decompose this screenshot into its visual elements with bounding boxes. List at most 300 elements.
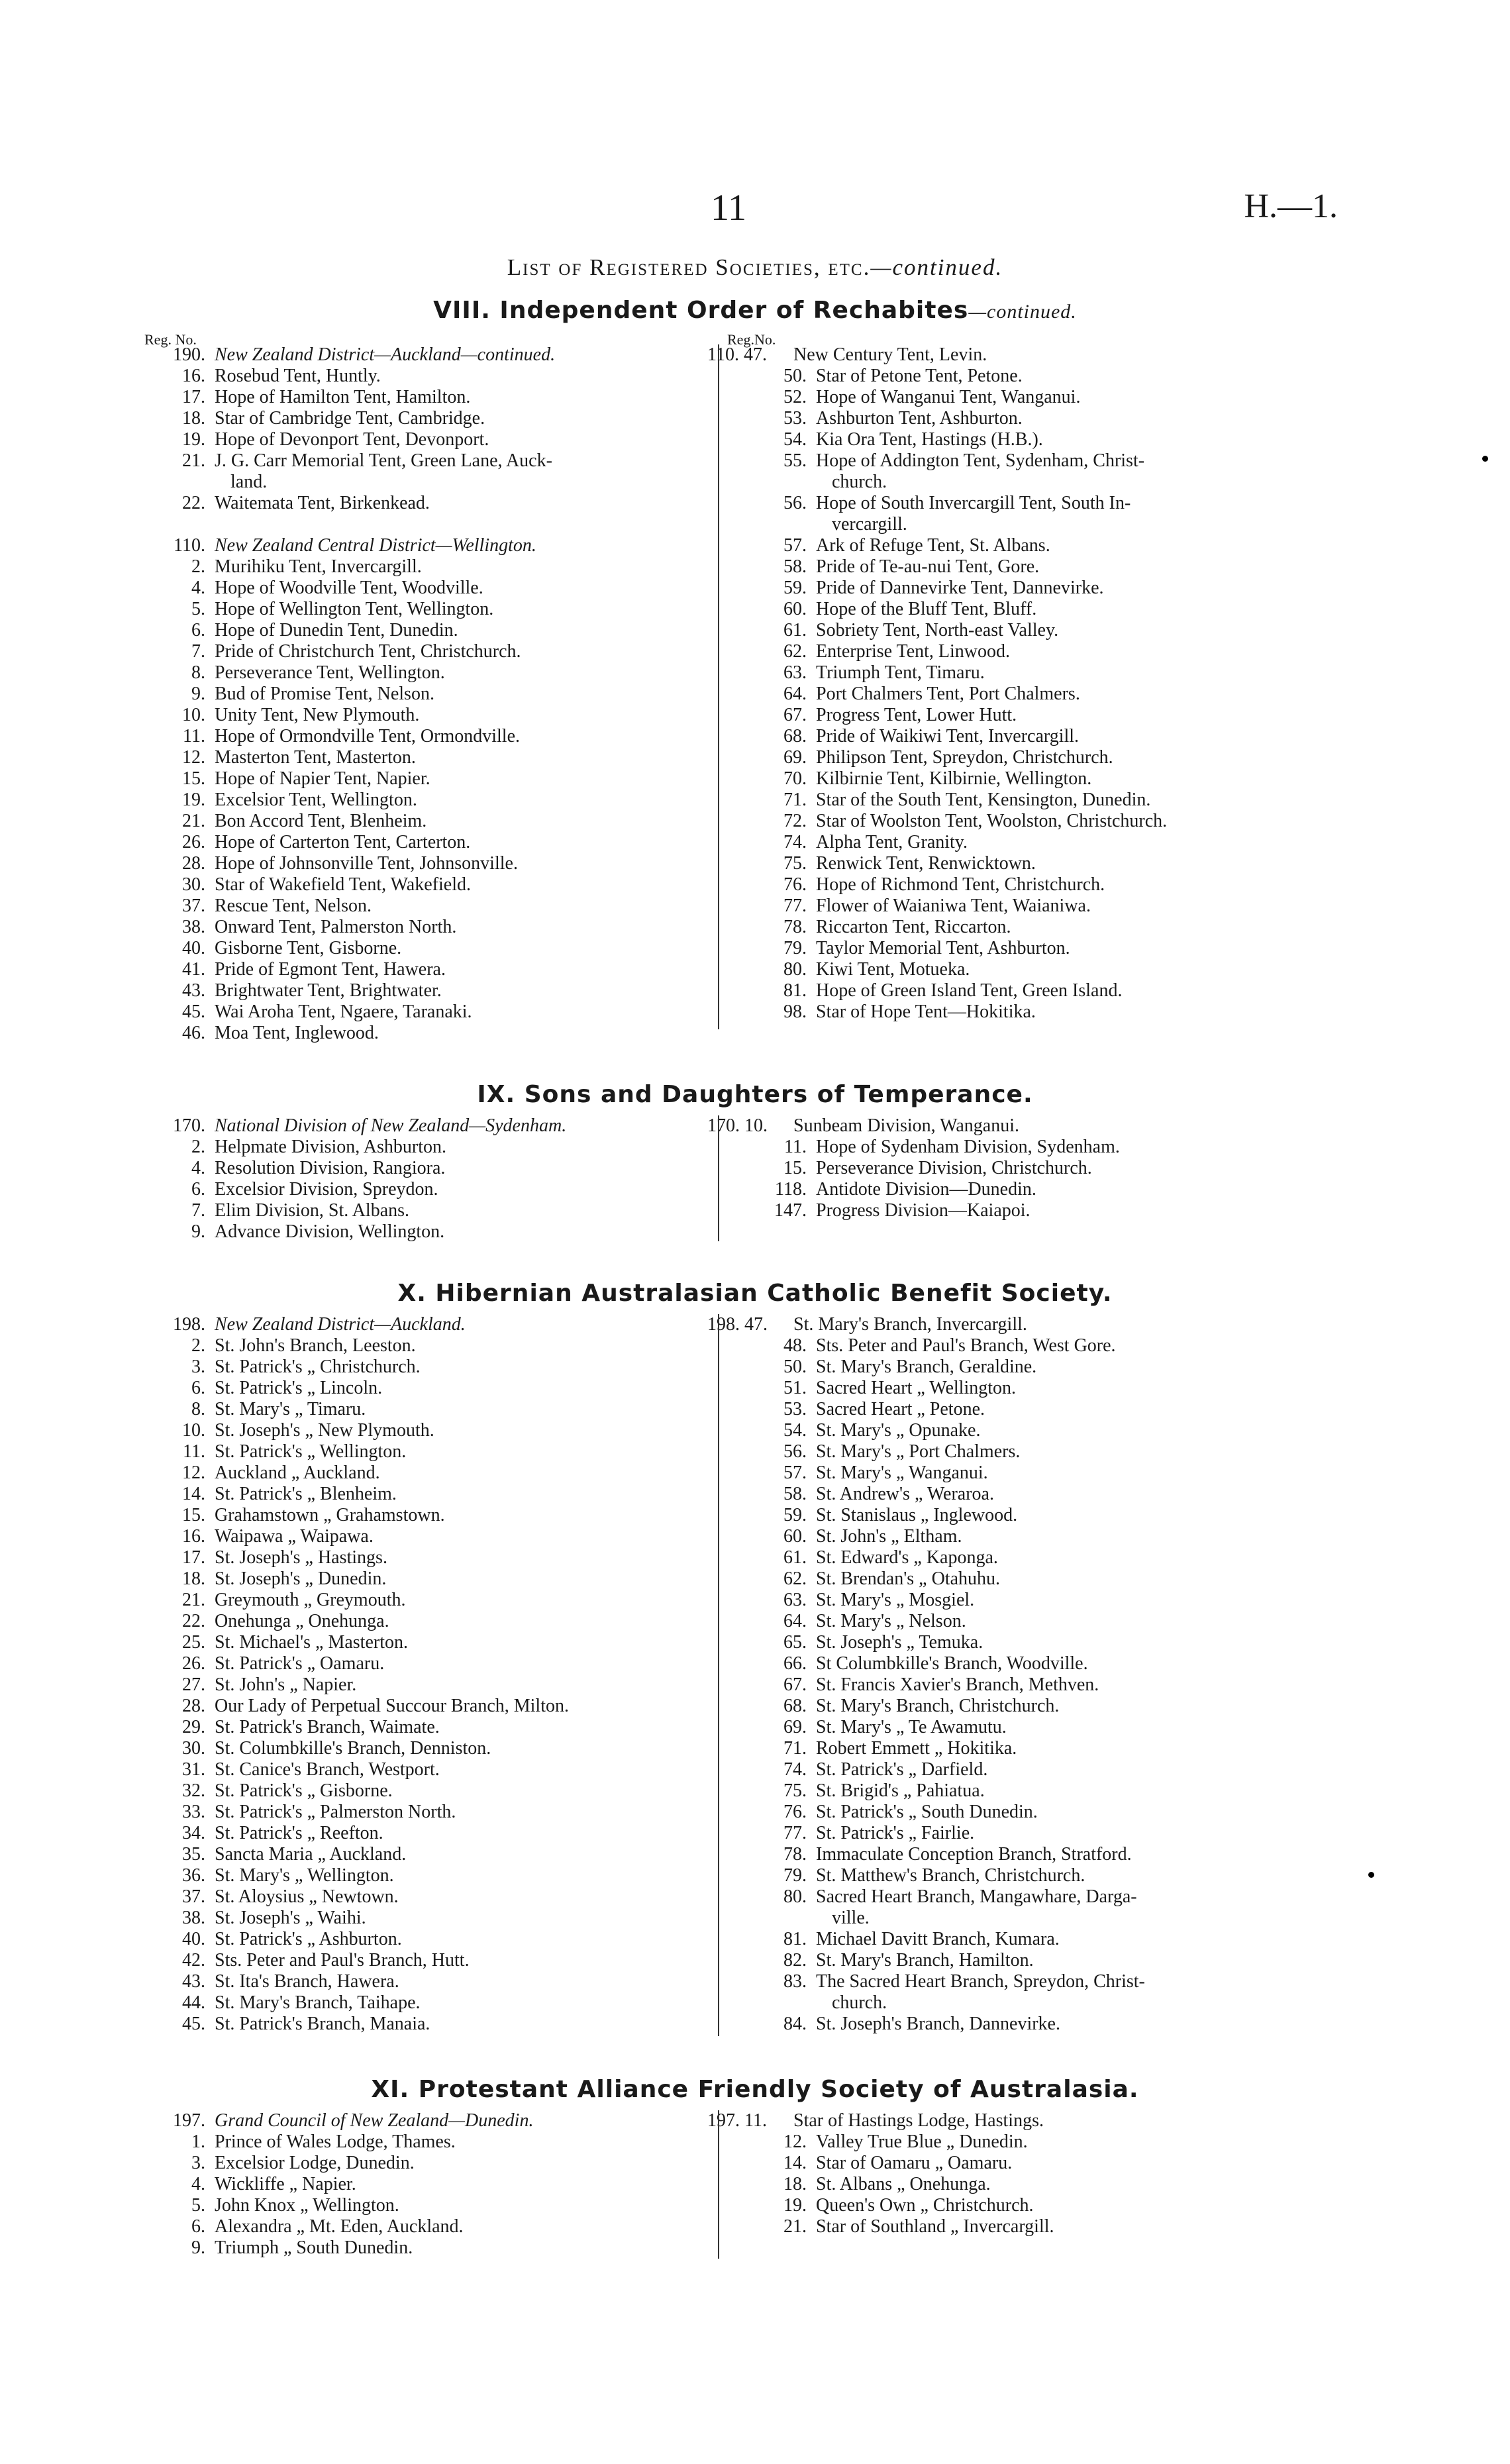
entry-text: St. Joseph's „ New Plymouth. — [215, 1420, 434, 1441]
entry-text: Perseverance Tent, Wellington. — [215, 662, 445, 683]
entry-text: St. John's Branch, Leeston. — [215, 1335, 416, 1356]
section-heading-xi: XI. Protestant Alliance Friendly Society of Australasia. — [371, 2076, 1139, 2103]
entry-text: Sts. Peter and Paul's Branch, Hutt. — [215, 1950, 470, 1971]
entry-text: Hope of Devonport Tent, Devonport. — [215, 429, 489, 450]
reg-number: 43. — [182, 1971, 205, 1992]
entry-text: Hope of Napier Tent, Napier. — [215, 768, 430, 789]
entry-text: Sancta Maria „ Auckland. — [215, 1844, 407, 1865]
reg-number: 48. — [783, 1335, 807, 1356]
entry-text: St. Stanislaus „ Inglewood. — [816, 1505, 1018, 1525]
entry-text: Hope of Wanganui Tent, Wanganui. — [816, 387, 1081, 407]
reg-number: 43. — [182, 980, 205, 1001]
reg-number: 81. — [783, 980, 807, 1001]
entry-text: St. Brendan's „ Otahuhu. — [816, 1568, 1001, 1589]
reg-number: 21. — [783, 2216, 807, 2237]
entry-text: Star of Oamaru „ Oamaru. — [816, 2153, 1013, 2173]
reg-number: 6. — [191, 1179, 205, 1200]
entry-text: church. — [832, 472, 887, 492]
reg-number: 40. — [182, 1929, 205, 1949]
entry-text: Hope of Woodville Tent, Woodville. — [215, 578, 483, 598]
reg-number: 19. — [182, 429, 205, 450]
reg-number: 3. — [191, 2153, 205, 2173]
list-title — [0, 254, 1510, 281]
entry-text: Sacred Heart „ Wellington. — [816, 1378, 1017, 1398]
entry-text: St. Mary's Branch, Geraldine. — [816, 1357, 1037, 1377]
entry-text: St. Joseph's „ Temuka. — [816, 1632, 983, 1653]
reg-number: 71. — [783, 790, 807, 810]
entry-text: Rescue Tent, Nelson. — [215, 896, 372, 916]
reg-number: 4. — [191, 1158, 205, 1178]
entry-text: Renwick Tent, Renwicktown. — [816, 853, 1036, 874]
entry-text: Hope of the Bluff Tent, Bluff. — [816, 599, 1037, 619]
reg-number: 57. — [783, 1463, 807, 1483]
reg-number: 15. — [182, 1505, 205, 1525]
reg-number: 7. — [191, 641, 205, 662]
reg-number: 190. — [173, 344, 205, 365]
entry-text: St. Mary's Branch, Hamilton. — [816, 1950, 1034, 1971]
entry-text: Port Chalmers Tent, Port Chalmers. — [816, 684, 1080, 704]
entry-text: Sunbeam Division, Wanganui. — [793, 1115, 1019, 1136]
entry-text: St. Albans „ Onehunga. — [816, 2174, 991, 2194]
reg-number: 60. — [783, 1526, 807, 1547]
page-reference: H.—1. — [1244, 187, 1338, 225]
entry-text: Star of the South Tent, Kensington, Dunedin. — [816, 790, 1151, 810]
reg-number: 170. 10. — [707, 1115, 768, 1136]
section-heading-viii — [0, 297, 1510, 324]
reg-number: 44. — [182, 1992, 205, 2013]
entry-text: Alpha Tent, Granity. — [816, 832, 968, 852]
reg-number: 16. — [182, 1526, 205, 1547]
reg-number: 36. — [182, 1865, 205, 1886]
entry-text: Onehunga „ Onehunga. — [215, 1611, 389, 1631]
reg-number: 80. — [783, 1886, 807, 1907]
reg-number: 46. — [182, 1023, 205, 1043]
reg-number: 61. — [783, 620, 807, 641]
entry-text: St. Francis Xavier's Branch, Methven. — [816, 1674, 1099, 1695]
entry-text: Star of Southland „ Invercargill. — [816, 2216, 1054, 2237]
entry-text: National Division of New Zealand—Sydenham. — [215, 1115, 567, 1136]
reg-number: 60. — [783, 599, 807, 619]
entry-text: Prince of Wales Lodge, Thames. — [215, 2131, 456, 2152]
entry-text: Our Lady of Perpetual Succour Branch, Milton. — [215, 1696, 569, 1716]
entry-text: Excelsior Lodge, Dunedin. — [215, 2153, 415, 2173]
reg-number: 53. — [783, 408, 807, 429]
entry-text: church. — [832, 1992, 887, 2013]
entry-text: Antidote Division—Dunedin. — [816, 1179, 1036, 1200]
reg-number: 65. — [783, 1632, 807, 1653]
entry-text: St. Mary's Branch, Christchurch. — [816, 1696, 1060, 1716]
entry-text: Excelsior Tent, Wellington. — [215, 790, 417, 810]
entry-text: Bon Accord Tent, Blenheim. — [215, 811, 427, 831]
entry-text: St. Mary's „ Te Awamutu. — [816, 1717, 1007, 1737]
reg-number: 21. — [182, 450, 205, 471]
entry-text: Hope of Hamilton Tent, Hamilton. — [215, 387, 471, 407]
entry-text: St. Patrick's „ Wellington. — [215, 1441, 407, 1462]
entry-text: St. Patrick's Branch, Waimate. — [215, 1717, 440, 1737]
regno-label-right: Reg.No. — [727, 331, 776, 348]
entry-text: Star of Hope Tent—Hokitika. — [816, 1001, 1036, 1022]
reg-number: 37. — [182, 896, 205, 916]
entry-text: Ark of Refuge Tent, St. Albans. — [816, 535, 1050, 556]
entry-text: St. Columbkille's Branch, Denniston. — [215, 1738, 491, 1759]
entry-text: St. Mary's „ Timaru. — [215, 1399, 366, 1419]
reg-number: 78. — [783, 1844, 807, 1865]
reg-number: 197. 11. — [707, 2110, 767, 2131]
section-heading-continued: —continued. — [968, 301, 1077, 323]
reg-number: 2. — [191, 1335, 205, 1356]
reg-number: 110. — [174, 535, 205, 556]
reg-number: 80. — [783, 959, 807, 980]
reg-number: 19. — [783, 2195, 807, 2216]
entry-text: Resolution Division, Rangiora. — [215, 1158, 446, 1178]
entry-text: St. John's „ Napier. — [215, 1674, 357, 1695]
reg-number: 84. — [783, 2014, 807, 2034]
reg-number: 45. — [182, 1001, 205, 1022]
reg-number: 82. — [783, 1950, 807, 1971]
entry-text: Ashburton Tent, Ashburton. — [816, 408, 1023, 429]
reg-number: 28. — [182, 1696, 205, 1716]
reg-number: 74. — [783, 832, 807, 852]
reg-number: 14. — [783, 2153, 807, 2173]
entry-text: New Zealand Central District—Wellington. — [215, 535, 536, 556]
reg-number: 59. — [783, 578, 807, 598]
entry-text: St. Brigid's „ Pahiatua. — [816, 1780, 985, 1801]
entry-text: Elim Division, St. Albans. — [215, 1200, 410, 1221]
entry-text: Waitemata Tent, Birkenkead. — [215, 493, 430, 513]
entry-text: Pride of Dannevirke Tent, Dannevirke. — [816, 578, 1104, 598]
reg-number: 16. — [182, 366, 205, 386]
entry-text: Star of Woolston Tent, Woolston, Christchurch. — [816, 811, 1168, 831]
reg-number: 32. — [182, 1780, 205, 1801]
entry-text: Hope of Sydenham Division, Sydenham. — [816, 1137, 1120, 1157]
entry-text: Star of Wakefield Tent, Wakefield. — [215, 874, 471, 895]
entry-text: St. Mary's „ Opunake. — [816, 1420, 981, 1441]
reg-number: 30. — [182, 1738, 205, 1759]
reg-number: 98. — [783, 1001, 807, 1022]
reg-number: 12. — [182, 1463, 205, 1483]
reg-number: 53. — [783, 1399, 807, 1419]
column-divider — [718, 1115, 719, 1241]
reg-number: 71. — [783, 1738, 807, 1759]
regno-label-left: Reg. No. — [144, 331, 197, 348]
entry-text: Michael Davitt Branch, Kumara. — [816, 1929, 1060, 1949]
entry-text: Gisborne Tent, Gisborne. — [215, 938, 402, 958]
reg-number: 62. — [783, 641, 807, 662]
entry-text: Star of Cambridge Tent, Cambridge. — [215, 408, 485, 429]
entry-text: The Sacred Heart Branch, Spreydon, Christ- — [816, 1971, 1145, 1992]
reg-number: 57. — [783, 535, 807, 556]
reg-number: 50. — [783, 366, 807, 386]
entry-text: St. Patrick's „ Ashburton. — [215, 1929, 402, 1949]
entry-text: St. Patrick's „ Fairlie. — [816, 1823, 975, 1843]
entry-text: St. Aloysius „ Newtown. — [215, 1886, 399, 1907]
entry-text: St. Mary's „ Wellington. — [215, 1865, 394, 1886]
entry-text: Waipawa „ Waipawa. — [215, 1526, 374, 1547]
reg-number: 45. — [182, 2014, 205, 2034]
entry-text: St. Andrew's „ Weraroa. — [816, 1484, 994, 1504]
entry-text: Triumph „ South Dunedin. — [215, 2237, 413, 2258]
reg-number: 18. — [182, 1568, 205, 1589]
entry-text: J. G. Carr Memorial Tent, Green Lane, Auck- — [215, 450, 552, 471]
entry-text: Wickliffe „ Napier. — [215, 2174, 356, 2194]
reg-number: 6. — [191, 2216, 205, 2237]
reg-number: 55. — [783, 450, 807, 471]
entry-text: Grand Council of New Zealand—Dunedin. — [215, 2110, 534, 2131]
reg-number: 5. — [191, 2195, 205, 2216]
reg-number: 42. — [182, 1950, 205, 1971]
reg-number: 17. — [182, 1547, 205, 1568]
entry-text: Sobriety Tent, North-east Valley. — [816, 620, 1059, 641]
entry-text: Unity Tent, New Plymouth. — [215, 705, 420, 725]
reg-number: 10. — [182, 705, 205, 725]
entry-text: St. Michael's „ Masterton. — [215, 1632, 408, 1653]
entry-text: St. Joseph's „ Waihi. — [215, 1908, 366, 1928]
entry-text: New Zealand District—Auckland. — [215, 1314, 466, 1335]
reg-number: 2. — [191, 1137, 205, 1157]
reg-number: 198. — [173, 1314, 205, 1335]
reg-number: 19. — [182, 790, 205, 810]
entry-text: Wai Aroha Tent, Ngaere, Taranaki. — [215, 1001, 472, 1022]
reg-number: 7. — [191, 1200, 205, 1221]
entry-text: Brightwater Tent, Brightwater. — [215, 980, 442, 1001]
entry-text: Pride of Egmont Tent, Hawera. — [215, 959, 446, 980]
reg-number: 8. — [191, 1399, 205, 1419]
entry-text: Sts. Peter and Paul's Branch, West Gore. — [816, 1335, 1116, 1356]
reg-number: 30. — [182, 874, 205, 895]
entry-text: St. Ita's Branch, Hawera. — [215, 1971, 399, 1992]
reg-number: 6. — [191, 1378, 205, 1398]
entry-text: St. Patrick's „ Oamaru. — [215, 1653, 385, 1674]
entry-text: St. Canice's Branch, Westport. — [215, 1759, 440, 1780]
entry-text: St. Edward's „ Kaponga. — [816, 1547, 998, 1568]
entry-text: vercargill. — [832, 514, 907, 535]
entry-text: Auckland „ Auckland. — [215, 1463, 380, 1483]
entry-text: Triumph Tent, Timaru. — [816, 662, 985, 683]
section-heading-ix: IX. Sons and Daughters of Temperance. — [477, 1081, 1033, 1108]
column-divider — [718, 2110, 719, 2259]
entry-text: New Century Tent, Levin. — [793, 344, 987, 365]
reg-number: 62. — [783, 1568, 807, 1589]
reg-number: 72. — [783, 811, 807, 831]
reg-number: 68. — [783, 726, 807, 746]
entry-text: St. Mary's Branch, Invercargill. — [793, 1314, 1027, 1335]
reg-number: 22. — [182, 1611, 205, 1631]
reg-number: 56. — [783, 1441, 807, 1462]
reg-number: 170. — [173, 1115, 205, 1136]
entry-text: Perseverance Division, Christchurch. — [816, 1158, 1092, 1178]
reg-number: 4. — [191, 578, 205, 598]
margin-dot — [1482, 456, 1488, 462]
entry-text: land. — [230, 472, 268, 492]
entry-text: Hope of Dunedin Tent, Dunedin. — [215, 620, 458, 641]
reg-number: 59. — [783, 1505, 807, 1525]
entry-text: Rosebud Tent, Huntly. — [215, 366, 381, 386]
entry-text: Valley True Blue „ Dunedin. — [816, 2131, 1028, 2152]
reg-number: 77. — [783, 896, 807, 916]
entry-text: St. Patrick's Branch, Manaia. — [215, 2014, 430, 2034]
reg-number: 147. — [774, 1200, 807, 1221]
entry-text: St. Mary's „ Mosgiel. — [816, 1590, 975, 1610]
reg-number: 51. — [783, 1378, 807, 1398]
reg-number: 28. — [182, 853, 205, 874]
entry-text: Hope of Green Island Tent, Green Island. — [816, 980, 1123, 1001]
reg-number: 27. — [182, 1674, 205, 1695]
reg-number: 21. — [182, 1590, 205, 1610]
entry-text: Onward Tent, Palmerston North. — [215, 917, 457, 937]
entry-text: Pride of Te-au-nui Tent, Gore. — [816, 556, 1040, 577]
entry-text: Greymouth „ Greymouth. — [215, 1590, 406, 1610]
reg-number: 56. — [783, 493, 807, 513]
entry-text: St. Patrick's „ Blenheim. — [215, 1484, 397, 1504]
reg-number: 37. — [182, 1886, 205, 1907]
reg-number: 4. — [191, 2174, 205, 2194]
reg-number: 26. — [182, 1653, 205, 1674]
reg-number: 15. — [783, 1158, 807, 1178]
reg-number: 58. — [783, 1484, 807, 1504]
entry-text: Moa Tent, Inglewood. — [215, 1023, 379, 1043]
entry-text: Philipson Tent, Spreydon, Christchurch. — [816, 747, 1113, 768]
entry-text: Kia Ora Tent, Hastings (H.B.). — [816, 429, 1043, 450]
reg-number: 75. — [783, 1780, 807, 1801]
reg-number: 35. — [182, 1844, 205, 1865]
reg-number: 31. — [182, 1759, 205, 1780]
reg-number: 41. — [182, 959, 205, 980]
reg-number: 54. — [783, 1420, 807, 1441]
reg-number: 34. — [182, 1823, 205, 1843]
reg-number: 67. — [783, 705, 807, 725]
reg-number: 75. — [783, 853, 807, 874]
reg-number: 197. — [173, 2110, 205, 2131]
reg-number: 78. — [783, 917, 807, 937]
entry-text: Grahamstown „ Grahamstown. — [215, 1505, 445, 1525]
reg-number: 118. — [775, 1179, 807, 1200]
reg-number: 26. — [182, 832, 205, 852]
reg-number: 5. — [191, 599, 205, 619]
reg-number: 11. — [784, 1137, 807, 1157]
reg-number: 77. — [783, 1823, 807, 1843]
entry-text: St. Joseph's „ Hastings. — [215, 1547, 387, 1568]
entry-text: Hope of Johnsonville Tent, Johnsonville. — [215, 853, 518, 874]
reg-number: 12. — [182, 747, 205, 768]
reg-number: 63. — [783, 1590, 807, 1610]
reg-number: 54. — [783, 429, 807, 450]
reg-number: 52. — [783, 387, 807, 407]
reg-number: 69. — [783, 747, 807, 768]
entry-text: Taylor Memorial Tent, Ashburton. — [816, 938, 1070, 958]
reg-number: 9. — [191, 2237, 205, 2258]
section-heading-x: X. Hibernian Australasian Catholic Benefit Society. — [397, 1280, 1113, 1307]
margin-dot — [1368, 1872, 1374, 1878]
entry-text: St. Patrick's „ Darfield. — [816, 1759, 988, 1780]
entry-text: Progress Division—Kaiapoi. — [816, 1200, 1031, 1221]
column-divider — [718, 344, 719, 1029]
entry-text: Progress Tent, Lower Hutt. — [816, 705, 1017, 725]
entry-text: Advance Division, Wellington. — [215, 1221, 445, 1242]
reg-number: 25. — [182, 1632, 205, 1653]
reg-number: 2. — [191, 556, 205, 577]
column-divider — [718, 1314, 719, 2036]
reg-number: 70. — [783, 768, 807, 789]
entry-text: Sacred Heart „ Petone. — [816, 1399, 985, 1419]
list-title-continued: —continued. — [870, 254, 1003, 280]
reg-number: 11. — [183, 726, 205, 746]
entry-text: St. Mary's Branch, Taihape. — [215, 1992, 421, 2013]
reg-number: 64. — [783, 1611, 807, 1631]
entry-text: Bud of Promise Tent, Nelson. — [215, 684, 434, 704]
entry-text: Hope of Richmond Tent, Christchurch. — [816, 874, 1105, 895]
reg-number: 64. — [783, 684, 807, 704]
entry-text: Excelsior Division, Spreydon. — [215, 1179, 438, 1200]
entry-text: John Knox „ Wellington. — [215, 2195, 399, 2216]
reg-number: 18. — [783, 2174, 807, 2194]
reg-number: 29. — [182, 1717, 205, 1737]
entry-text: Hope of Carterton Tent, Carterton. — [215, 832, 471, 852]
entry-text: St. Patrick's „ Gisborne. — [215, 1780, 393, 1801]
reg-number: 110. 47. — [707, 344, 767, 365]
entry-text: St. Patrick's „ Christchurch. — [215, 1357, 421, 1377]
entry-text: St Columbkille's Branch, Woodville. — [816, 1653, 1088, 1674]
entry-text: Flower of Waianiwa Tent, Waianiwa. — [816, 896, 1091, 916]
section-heading-text: VIII. Independent Order of Rechabites — [433, 297, 969, 324]
reg-number: 66. — [783, 1653, 807, 1674]
entry-text: St. Mary's „ Nelson. — [816, 1611, 966, 1631]
reg-number: 61. — [783, 1547, 807, 1568]
reg-number: 76. — [783, 874, 807, 895]
reg-number: 63. — [783, 662, 807, 683]
entry-text: Hope of Wellington Tent, Wellington. — [215, 599, 494, 619]
reg-number: 50. — [783, 1357, 807, 1377]
entry-text: St. Mary's „ Wanganui. — [816, 1463, 988, 1483]
entry-text: St. Mary's „ Port Chalmers. — [816, 1441, 1021, 1462]
reg-number: 17. — [182, 387, 205, 407]
entry-text: Helpmate Division, Ashburton. — [215, 1137, 446, 1157]
entry-text: New Zealand District—Auckland—continued. — [215, 344, 556, 365]
reg-number: 40. — [182, 938, 205, 958]
entry-text: ville. — [832, 1908, 870, 1928]
reg-number: 58. — [783, 556, 807, 577]
reg-number: 3. — [191, 1357, 205, 1377]
reg-number: 8. — [191, 662, 205, 683]
reg-number: 14. — [182, 1484, 205, 1504]
reg-number: 69. — [783, 1717, 807, 1737]
entry-text: Hope of Addington Tent, Sydenham, Christ- — [816, 450, 1145, 471]
entry-text: Hope of South Invercargill Tent, South In- — [816, 493, 1131, 513]
reg-number: 79. — [783, 1865, 807, 1886]
entry-text: Murihiku Tent, Invercargill. — [215, 556, 422, 577]
reg-number: 79. — [783, 938, 807, 958]
reg-number: 18. — [182, 408, 205, 429]
entry-text: Immaculate Conception Branch, Stratford. — [816, 1844, 1132, 1865]
entry-text: St. Joseph's „ Dunedin. — [215, 1568, 387, 1589]
reg-number: 11. — [183, 1441, 205, 1462]
entry-text: Masterton Tent, Masterton. — [215, 747, 416, 768]
entry-text: St. Patrick's „ Palmerston North. — [215, 1802, 456, 1822]
reg-number: 74. — [783, 1759, 807, 1780]
reg-number: 38. — [182, 917, 205, 937]
entry-text: Pride of Christchurch Tent, Christchurch. — [215, 641, 521, 662]
entry-text: Enterprise Tent, Linwood. — [816, 641, 1011, 662]
entry-text: Pride of Waikiwi Tent, Invercargill. — [816, 726, 1080, 746]
reg-number: 9. — [191, 684, 205, 704]
entry-text: St. Patrick's „ Reefton. — [215, 1823, 383, 1843]
reg-number: 22. — [182, 493, 205, 513]
entry-text: Alexandra „ Mt. Eden, Auckland. — [215, 2216, 464, 2237]
reg-number: 67. — [783, 1674, 807, 1695]
reg-number: 9. — [191, 1221, 205, 1242]
reg-number: 21. — [182, 811, 205, 831]
entry-text: St. Patrick's „ Lincoln. — [215, 1378, 383, 1398]
reg-number: 38. — [182, 1908, 205, 1928]
